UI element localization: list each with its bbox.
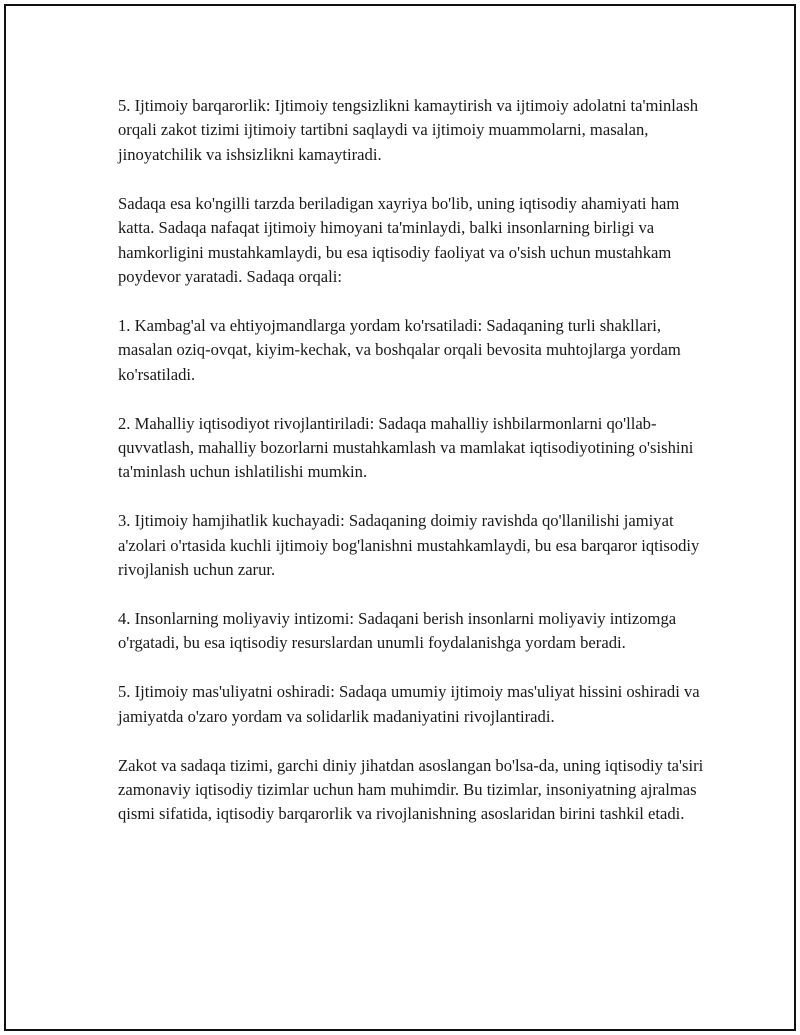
paragraph-conclusion: Zakot va sadaqa tizimi, garchi diniy jihatdan asoslangan bo'lsa-da, uning iqtisodiy ta'siri zamonaviy iqtisodiy tizimlar uchun ham muhimdir. Bu tizimlar, insoniyatning ajralmas qismi sifatida, iqtisodiy barqarorlik va rivojlanishning asoslaridan birini tashkil etadi. <box>118 755 704 824</box>
page-frame <box>4 4 796 1031</box>
document-body <box>118 94 708 851</box>
paragraph-social-stability: 5. Ijtimoiy barqarorlik: Ijtimoiy tengsizlikni kamaytirish va ijtimoiy adolatni ta'minlash orqali zakot tizimi ijtimoiy tartibni saqlaydi va ijtimoiy muammolarni, masalan, jinoyatchilik va ishsizlikni kamaytiradi. <box>118 96 698 164</box>
paragraph-item-2: 2. Mahalliy iqtisodiyot rivojlantiriladi: Sadaqa mahalliy ishbilarmonlarni qo'llab-quvvatlash, mahalliy bozorlarni mustahkamlash va mamlakat iqtisodiyotining o'sishini ta'minlash uchun ishlatilishi mumkin. <box>118 413 694 482</box>
paragraph-item-3: 3. Ijtimoiy hamjihatlik kuchayadi: Sadaqaning doimiy ravishda qo'llanilishi jamiyat a'zolari o'rtasida kuchli ijtimoiy bog'lanishni mustahkamlaydi, bu esa barqaror iqtisodiy rivojlanish uchun zarur. <box>118 511 700 580</box>
paragraph-item-5: 5. Ijtimoiy mas'uliyatni oshiradi: Sadaqa umumiy ijtimoiy mas'uliyat hissini oshiradi va jamiyatda o'zaro yordam va solidarlik madaniyatini rivojlantiradi. <box>118 682 700 726</box>
paragraph-item-4: 4. Insonlarning moliyaviy intizomi: Sadaqani berish insonlarni moliyaviy intizomga o'rgatadi, bu esa iqtisodiy resurslardan unumli foydalanishga yordam beradi. <box>118 609 677 653</box>
paragraph-sadaqa-intro: Sadaqa esa ko'ngilli tarzda beriladigan xayriya bo'lib, uning iqtisodiy ahamiyati ham katta. Sadaqa nafaqat ijtimoiy himoyani ta'minlaydi, balki insonlarning birligi va hamkorligini mustahkamlaydi, bu esa iqtisodiy faoliyat va o'sish uchun mustahkam poydevor yaratadi. Sadaqa orqali: <box>118 193 680 286</box>
paragraph-item-1: 1. Kambag'al va ehtiyojmandlarga yordam ko'rsatiladi: Sadaqaning turli shakllari, masalan oziq-ovqat, kiyim-kechak, va boshqalar orqali bevosita muhtojlarga yordam ko'rsatiladi. <box>118 315 681 384</box>
